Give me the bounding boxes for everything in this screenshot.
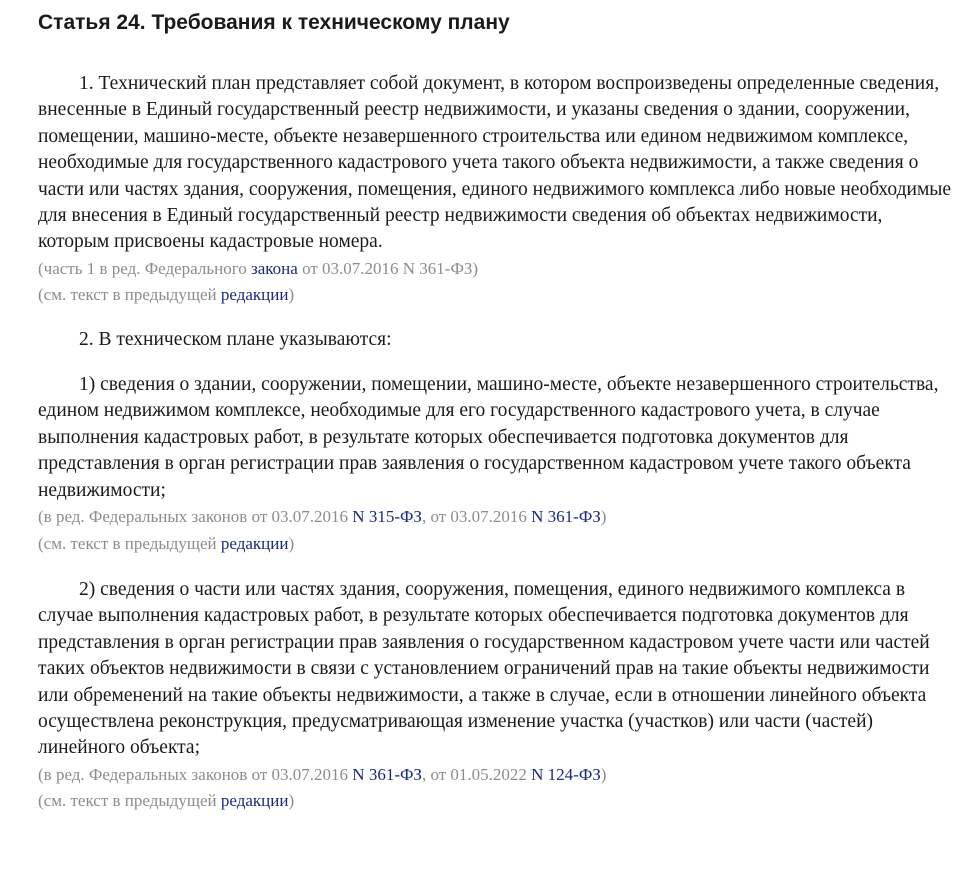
section-1-text: 1. Технический план представляет собой документ, в котором воспроизведены определенные сведения, внесенные в Единый государственный реестр недвижимости, и указаны сведения о здании, сооружении, помещении, машино-месте, объекте незавершенного строительства или едином недвижимом комплексе, необходимые для государственного кадастрового учета такого объекта недвижимости, а также сведения о части или частях здания, сооружения, помещения, единого недвижимого комплекса либо новые необходимые для внесения в Единый государственный реестр недвижимости сведения об объектах недвижимости, которым присвоены кадастровые номера. [38, 73, 952, 253]
note-text: (в ред. Федеральных законов от 03.07.2016 [38, 507, 353, 527]
section-2-heading: 2. В техническом плане указываются: [79, 328, 392, 350]
note-text: (в ред. Федеральных законов от 03.07.2016 [38, 764, 353, 784]
law-361-link[interactable]: N 361-ФЗ [531, 507, 601, 527]
note-text: , от 01.05.2022 [421, 764, 532, 784]
amendment-note [38, 504, 958, 530]
note-text: ) [288, 791, 295, 811]
note-text: (часть 1 в ред. Федерального [38, 258, 252, 278]
item-2-text: 2) сведения о части или частях здания, сооружения, помещения, единого недвижимого комплекса в случае выполнения кадастровых работ, в результате которых обеспечивается подготовка документов для представления в орган регистрации прав заявления о государственном кадастровом учете части или частей таких объектов недвижимости в связи с установлением ограничений прав на такие объекты недвижимости или обременений на такие объекты недвижимости, а также в случае, если в отношении линейного объекта осуществлена реконструкция, предусматривающая изменение участка (участков) или части (частей) линейного объекта; [38, 578, 930, 759]
document [38, 0, 958, 815]
note-text: (см. текст в предыдущей [38, 533, 221, 553]
note-text: (см. текст в предыдущей [38, 791, 221, 811]
previous-edition-note [38, 531, 958, 557]
law-link[interactable]: закона [251, 258, 298, 278]
note-text: (см. текст в предыдущей [38, 285, 221, 305]
note-text: ) [288, 285, 295, 305]
item-1-text: 1) сведения о здании, сооружении, помещении, машино-месте, объекте незавершенного строительства, едином недвижимом комплексе, необходимые для его государственного кадастрового учета, в случае выполнения кадастровых работ, в результате которых обеспечивается подготовка документов для представления в орган регистрации прав заявления о государственном кадастровом учете такого объекта недвижимости; [38, 374, 939, 501]
previous-edition-link[interactable]: редакции [220, 791, 289, 811]
note-text: ) [288, 533, 295, 553]
previous-edition-note [38, 788, 958, 814]
article-title: Статья 24. Требования к техническому плану [38, 11, 510, 34]
previous-edition-link[interactable]: редакции [220, 285, 289, 305]
note-text: , от 03.07.2016 [421, 507, 532, 527]
note-text: ) [600, 507, 607, 527]
note-text: от 03.07.2016 N 361-ФЗ) [297, 258, 479, 278]
amendment-note [38, 762, 958, 788]
previous-edition-link[interactable]: редакции [220, 533, 289, 553]
law-124-link[interactable]: N 124-ФЗ [531, 764, 601, 784]
previous-edition-note [38, 282, 958, 308]
law-361-link[interactable]: N 361-ФЗ [352, 764, 422, 784]
note-text: ) [600, 764, 607, 784]
amendment-note [38, 256, 958, 282]
law-315-link[interactable]: N 315-ФЗ [352, 507, 422, 527]
